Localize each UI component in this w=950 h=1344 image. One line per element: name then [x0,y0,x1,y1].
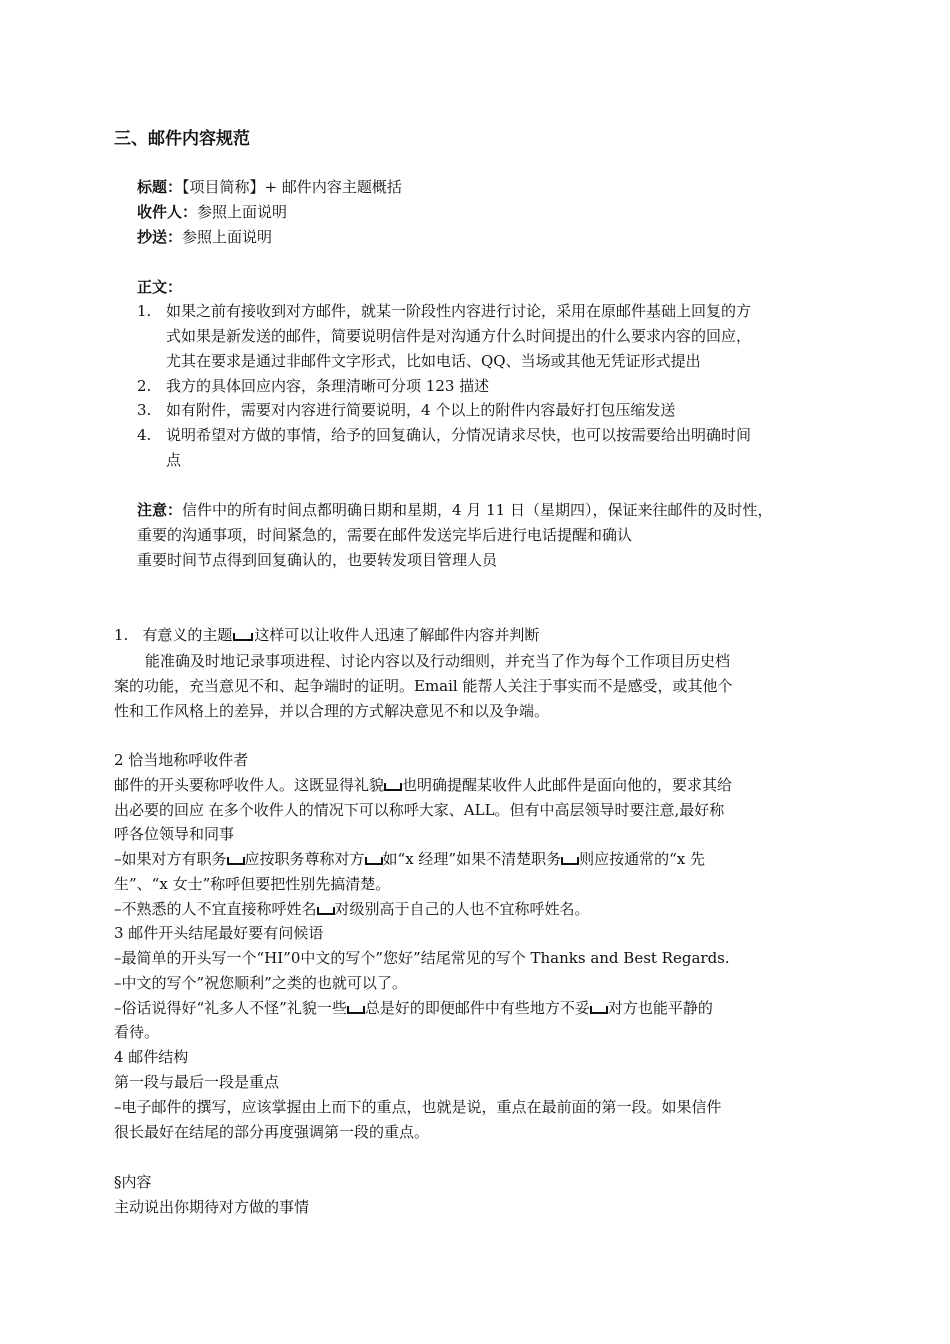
section-3-line: –最简单的开头写一个“HI”0中文的写个”您好”结尾常见的写个 Thanks and Best Regards. [114,949,730,967]
blank-mark-icon [317,907,335,915]
section-4-title: 4 邮件结构 [114,1048,189,1066]
blank-mark-icon [365,857,383,865]
section-2-line [114,848,705,870]
section-1-heading [114,624,539,646]
note-line: 重要的沟通事项，时间紧急的，需要在邮件发送完毕后进行电话提醒和确认 [137,526,633,544]
section-3-line: 看待。 [114,1023,160,1041]
text-fragment: –俗话说得好“礼多人不怪”礼貌一些 [114,999,347,1017]
note-label: 注意： [137,501,183,519]
text-fragment: 对方也能平静的 [607,999,713,1017]
blank-mark-icon [347,1006,365,1014]
text-fragment: 也明确提醒某收件人此邮件是面向他的，要求其给 [402,776,733,794]
text-fragment: 对级别高于自己的人也不宜称呼姓名。 [334,900,590,918]
field-recipient-value: 参照上面说明 [197,203,288,221]
blank-mark-icon [590,1006,608,1014]
text-fragment: 总是好的即便邮件中有些地方不妥 [364,999,590,1017]
section-2-title: 2 恰当地称呼收件者 [114,751,249,769]
list-item-line: 尤其在要求是通过非邮件文字形式，比如电话、QQ、当场或其他无凭证形式提出 [166,352,701,370]
section-1-para-line: 性和工作风格上的差异，并以合理的方式解决意见不和以及争端。 [114,702,550,720]
section-2-line: 出必要的回应 在多个收件人的情况下可以称呼大家、ALL。但有中高层领导时要注意,最好称 [114,801,725,819]
blank-mark-icon [384,783,402,791]
section-1-para-line: 案的功能，充当意见不和、起争端时的证明。Email 能帮人关注于事实而不是感受，或其他个 [114,677,733,695]
section-3-title: 3 邮件开头结尾最好要有问候语 [114,924,324,942]
text-fragment: 应按职务尊称对方 [244,850,365,868]
section-title: 三、邮件内容规范 [114,129,250,149]
list-item-line: 我方的具体回应内容，条理清晰可分项 123 描述 [166,377,490,395]
blank-mark-icon [227,857,245,865]
field-cc-value: 参照上面说明 [182,228,273,246]
section-2-line: 呼各位领导和同事 [114,825,235,843]
list-item-line: 说明希望对方做的事情，给予的回复确认，分情况请求尽快，也可以按需要给出明确时间 [166,426,752,444]
blank-mark-icon [561,857,579,865]
note-line-1 [137,499,772,521]
text-fragment: 如“x 经理”如果不清楚职务 [382,850,562,868]
list-item-number: 3. [137,401,152,419]
section-2-line: 生”、“x 女士”称呼但要把性别先搞清楚。 [114,875,391,893]
field-subject-value: 【项目简称】+ 邮件内容主题概括 [182,178,402,196]
list-item-line: 如果之前有接收到对方邮件，就某一阶段性内容进行讨论，采用在原邮件基础上回复的方 [166,302,752,320]
field-cc-label: 抄送： [137,228,183,246]
section-4-line: 很长最好在结尾的部分再度强调第一段的重点。 [114,1123,430,1141]
section-5-title: §内容 [114,1173,152,1191]
list-item-number: 4. [137,426,152,444]
section-2-line [114,898,590,920]
list-item-line: 如有附件，需要对内容进行简要说明，4 个以上的附件内容最好打包压缩发送 [166,401,676,419]
field-cc [137,226,272,248]
text-fragment: 则应按通常的“x 先 [579,850,706,868]
section-1-title: 有意义的主题 [142,626,233,644]
section-2-line [114,774,732,796]
section-3-line [114,997,713,1019]
list-item-line: 式如果是新发送的邮件，简要说明信件是对沟通方什么时间提出的什么要求内容的回应， [166,327,752,345]
list-item-number: 1. [137,302,152,320]
note-line: 重要时间节点得到回复确认的，也要转发项目管理人员 [137,551,498,569]
section-1-para-line: 能准确及时地记录事项进程、讨论内容以及行动细则，并充当了作为每个工作项目历史档 [145,652,731,670]
note-text: 信件中的所有时间点都明确日期和星期，4 月 11 日（星期四），保证来往邮件的及时性， [182,501,773,519]
field-recipient [137,201,287,223]
list-item-number: 2. [137,377,152,395]
section-5-line: 主动说出你期待对方做的事情 [114,1198,310,1216]
section-1-number: 1. [114,626,129,644]
section-1-title-rest: 这样可以让收件人迅速了解邮件内容并判断 [254,626,540,644]
text-fragment: 邮件的开头要称呼收件人。这既显得礼貌 [114,776,385,794]
text-fragment: –如果对方有职务 [114,850,227,868]
text-fragment: –不熟悉的人不宜直接称呼姓名 [114,900,317,918]
body-label: 正文： [137,278,183,296]
field-subject [137,176,402,198]
field-subject-label: 标题： [137,178,183,196]
section-4-line: 第一段与最后一段是重点 [114,1073,280,1091]
list-item-line: 点 [166,451,182,469]
section-4-line: –电子邮件的撰写，应该掌握由上而下的重点，也就是说，重点在最前面的第一段。如果信件 [114,1098,722,1116]
field-recipient-label: 收件人： [137,203,198,221]
blank-mark-icon [233,633,253,641]
section-3-line: –中文的写个”祝您顺利”之类的也就可以了。 [114,974,407,992]
